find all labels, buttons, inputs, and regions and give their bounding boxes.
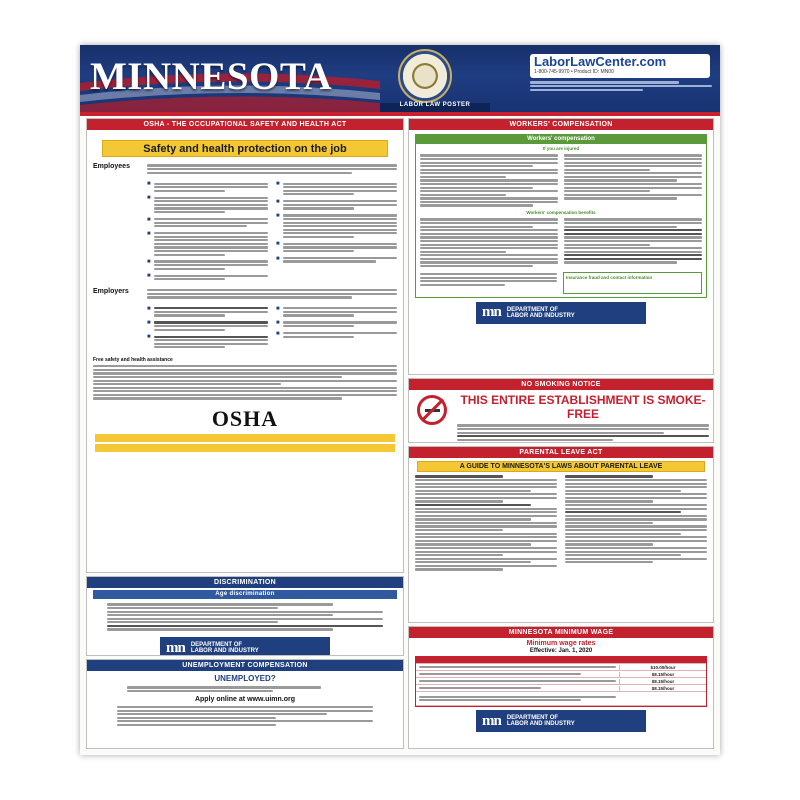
osha-posting-strip xyxy=(95,444,395,452)
workers-comp-title: WORKERS' COMPENSATION xyxy=(409,119,713,130)
dept-name-1: DEPARTMENT OF xyxy=(506,306,559,313)
wage-row xyxy=(416,678,706,685)
dept-mark: mn xyxy=(482,304,501,321)
dept-name-2: LABOR AND INDUSTRY xyxy=(506,312,575,319)
dept-name-1: DEPARTMENT OF xyxy=(506,715,559,721)
wage-row xyxy=(416,671,706,678)
minimum-wage-title: MINNESOTA MINIMUM WAGE xyxy=(409,627,713,638)
unemployment-title: UNEMPLOYMENT COMPENSATION xyxy=(87,660,403,671)
osha-contact-strip xyxy=(95,434,395,442)
dept-mark: mn xyxy=(482,712,501,729)
free-help-heading: Free safety and health assistance xyxy=(93,356,173,363)
employees-block xyxy=(87,161,403,177)
smoke-free-headline: THIS ENTIRE ESTABLISHMENT IS SMOKE-FREE xyxy=(460,393,706,421)
header-red-bar xyxy=(80,112,720,116)
employees-rights: ■ ■ ■ ■ ■ ■ ■ ■ ■ ■ ■ xyxy=(87,177,403,286)
minimum-wage-subtitle: Minimum wage rates xyxy=(526,640,596,647)
poster-header xyxy=(80,45,720,112)
parental-leave-headline: A GUIDE TO MINNESOTA'S LAWS ABOUT PARENTAL LEAVE xyxy=(417,461,705,472)
employers-duties: ■ ■ ■ ■ ■ ■ xyxy=(87,302,403,354)
workers-comp-section xyxy=(408,118,714,375)
no-smoking-icon xyxy=(417,395,447,425)
labor-law-poster xyxy=(80,45,720,755)
header-blurb xyxy=(530,80,712,92)
osha-section xyxy=(86,118,404,573)
brand-phone: 1-800-745-9970 • Product ID: MN00 xyxy=(534,69,614,75)
wage-table xyxy=(415,656,707,707)
parental-leave-section xyxy=(408,446,714,623)
employees-label: Employees xyxy=(93,163,130,170)
brand-badge xyxy=(530,54,710,78)
wage-row xyxy=(416,692,706,706)
dept-mark: mn xyxy=(166,639,185,656)
no-smoking-title: NO SMOKING NOTICE xyxy=(409,379,713,390)
dept-name-1: DEPARTMENT OF xyxy=(190,642,243,649)
employers-block xyxy=(87,286,403,302)
wage-rate: $10.00/hour xyxy=(619,665,706,670)
wage-rate: $8.15/hour xyxy=(619,686,706,691)
wage-table-header xyxy=(416,657,706,664)
ribbon-label: LABOR LAW POSTER xyxy=(399,102,471,108)
minimum-wage-section xyxy=(408,626,714,749)
employers-label: Employers xyxy=(93,287,129,295)
unemployment-subtitle: UNEMPLOYED? xyxy=(214,674,276,683)
osha-banner: Safety and health protection on the job xyxy=(102,140,388,157)
discrimination-subtitle: Age discrimination xyxy=(93,590,397,599)
unemployment-apply: Apply online at www.uimn.org xyxy=(194,695,296,703)
no-smoking-section xyxy=(408,378,714,443)
unemployment-section xyxy=(86,659,404,749)
osha-section-title: OSHA - THE OCCUPATIONAL SAFETY AND HEALTH ACT xyxy=(87,119,403,130)
workers-comp-box xyxy=(415,134,707,298)
brand-name: LaborLawCenter.com xyxy=(534,54,667,69)
wage-row xyxy=(416,685,706,692)
parental-leave-title: PARENTAL LEAVE ACT xyxy=(409,447,713,458)
wage-rate: $8.15/hour xyxy=(619,672,706,677)
minimum-wage-effective: Effective: Jan. 1, 2020 xyxy=(529,648,593,654)
dept-logo-discrimination xyxy=(160,637,330,656)
osha-logo: OSHA xyxy=(211,405,279,431)
wage-row xyxy=(416,664,706,671)
dept-logo-workers-comp xyxy=(476,302,646,324)
dept-name-2: LABOR AND INDUSTRY xyxy=(506,721,575,727)
workers-comp-subtitle: Workers' compensation xyxy=(416,135,706,144)
discrimination-section xyxy=(86,576,404,656)
dept-logo-wage xyxy=(476,710,646,732)
benefits-heading: Workers' compensation benefits xyxy=(526,210,596,216)
if-injured-heading: If you are injured xyxy=(542,146,580,151)
discrimination-title: DISCRIMINATION xyxy=(87,577,403,588)
state-seal-icon xyxy=(398,49,452,103)
wage-rate: $8.15/hour xyxy=(619,679,706,684)
dept-name-2: LABOR AND INDUSTRY xyxy=(190,648,259,655)
state-title: MINNESOTA xyxy=(90,55,333,98)
fraud-heading: Insurance fraud and contact information xyxy=(566,274,653,280)
